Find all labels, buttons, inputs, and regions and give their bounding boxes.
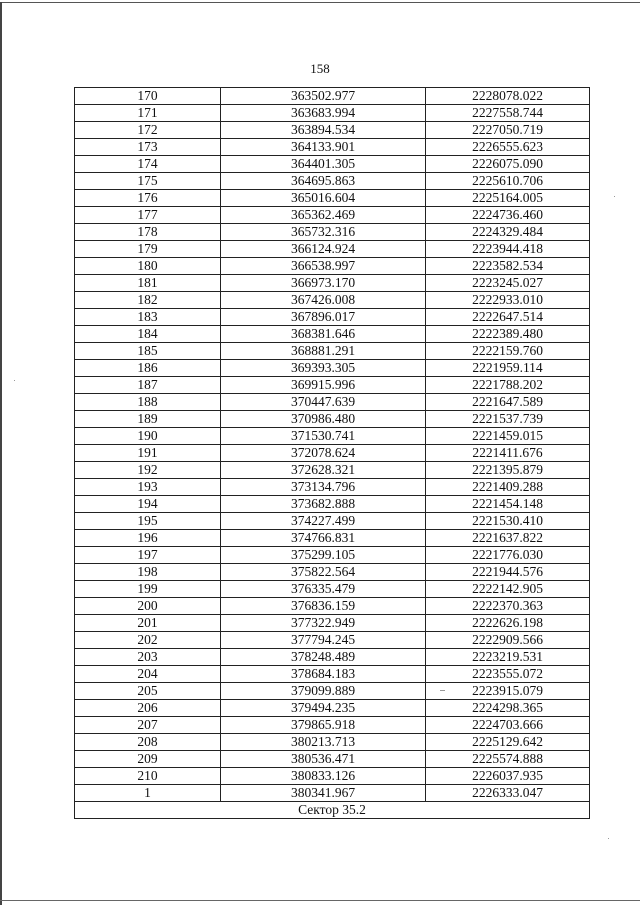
table-row bbox=[75, 360, 590, 377]
point-number: 172 bbox=[75, 122, 221, 139]
coordinate-y: 2227558.744 bbox=[426, 105, 590, 122]
coordinate-y: 2221411.676 bbox=[426, 445, 590, 462]
coordinate-y: 2223915.079 bbox=[426, 683, 590, 700]
coordinate-y: 2221530.410 bbox=[426, 513, 590, 530]
coordinate-y: 2224298.365 bbox=[426, 700, 590, 717]
coordinate-y: 2221944.576 bbox=[426, 564, 590, 581]
coordinate-y: 2223944.418 bbox=[426, 241, 590, 258]
table-row bbox=[75, 309, 590, 326]
table-row bbox=[75, 105, 590, 122]
coordinate-x: 380833.126 bbox=[221, 768, 426, 785]
coordinate-x: 364133.901 bbox=[221, 139, 426, 156]
coordinate-y: 2222909.566 bbox=[426, 632, 590, 649]
coordinate-x: 370986.480 bbox=[221, 411, 426, 428]
table-row bbox=[75, 173, 590, 190]
scan-speck bbox=[608, 838, 609, 839]
coordinate-y: 2225164.005 bbox=[426, 190, 590, 207]
coordinates-table-body bbox=[75, 88, 590, 802]
coordinate-y: 2223555.072 bbox=[426, 666, 590, 683]
point-number: 208 bbox=[75, 734, 221, 751]
coordinate-x: 378684.183 bbox=[221, 666, 426, 683]
table-row bbox=[75, 479, 590, 496]
point-number: 210 bbox=[75, 768, 221, 785]
coordinate-x: 379865.918 bbox=[221, 717, 426, 734]
table-row bbox=[75, 207, 590, 224]
point-number: 203 bbox=[75, 649, 221, 666]
coordinate-x: 365016.604 bbox=[221, 190, 426, 207]
point-number: 194 bbox=[75, 496, 221, 513]
point-number: 196 bbox=[75, 530, 221, 547]
coordinate-x: 373134.796 bbox=[221, 479, 426, 496]
table-row bbox=[75, 428, 590, 445]
point-number: 192 bbox=[75, 462, 221, 479]
coordinate-y: 2224329.484 bbox=[426, 224, 590, 241]
coordinate-x: 369915.996 bbox=[221, 377, 426, 394]
table-row bbox=[75, 411, 590, 428]
scan-speck bbox=[14, 380, 15, 381]
coordinate-y: 2224703.666 bbox=[426, 717, 590, 734]
point-number: 185 bbox=[75, 343, 221, 360]
coordinate-y: 2222370.363 bbox=[426, 598, 590, 615]
coordinates-table bbox=[74, 87, 590, 819]
point-number: 202 bbox=[75, 632, 221, 649]
coordinate-x: 367896.017 bbox=[221, 309, 426, 326]
point-number: 190 bbox=[75, 428, 221, 445]
point-number: 178 bbox=[75, 224, 221, 241]
scan-speck bbox=[614, 196, 615, 197]
coordinate-x: 372078.624 bbox=[221, 445, 426, 462]
coordinate-y: 2226555.623 bbox=[426, 139, 590, 156]
table-row bbox=[75, 139, 590, 156]
table-row bbox=[75, 275, 590, 292]
coordinate-y: 2221395.879 bbox=[426, 462, 590, 479]
table-row bbox=[75, 530, 590, 547]
point-number: 188 bbox=[75, 394, 221, 411]
coordinate-y: 2221409.288 bbox=[426, 479, 590, 496]
point-number: 206 bbox=[75, 700, 221, 717]
coordinate-y: 2224736.460 bbox=[426, 207, 590, 224]
coordinate-x: 380341.967 bbox=[221, 785, 426, 802]
coordinate-x: 378248.489 bbox=[221, 649, 426, 666]
table-row bbox=[75, 241, 590, 258]
table-row bbox=[75, 734, 590, 751]
coordinate-x: 368881.291 bbox=[221, 343, 426, 360]
point-number: 200 bbox=[75, 598, 221, 615]
coordinate-y: 2223245.027 bbox=[426, 275, 590, 292]
coordinate-x: 376836.159 bbox=[221, 598, 426, 615]
table-row bbox=[75, 598, 590, 615]
coordinate-y: 2221647.589 bbox=[426, 394, 590, 411]
point-number: 193 bbox=[75, 479, 221, 496]
table-row bbox=[75, 258, 590, 275]
table-row bbox=[75, 581, 590, 598]
page-top-border bbox=[0, 2, 640, 3]
point-number: 205 bbox=[75, 683, 221, 700]
coordinate-y: 2221637.822 bbox=[426, 530, 590, 547]
table-row bbox=[75, 377, 590, 394]
coordinate-x: 363502.977 bbox=[221, 88, 426, 105]
coordinate-x: 365732.316 bbox=[221, 224, 426, 241]
table-row bbox=[75, 394, 590, 411]
table-row bbox=[75, 513, 590, 530]
coordinate-x: 366124.924 bbox=[221, 241, 426, 258]
coordinate-y: 2223582.534 bbox=[426, 258, 590, 275]
coordinate-y: 2222647.514 bbox=[426, 309, 590, 326]
coordinate-x: 374766.831 bbox=[221, 530, 426, 547]
coordinate-y: 2228078.022 bbox=[426, 88, 590, 105]
coordinate-x: 367426.008 bbox=[221, 292, 426, 309]
coordinate-x: 366973.170 bbox=[221, 275, 426, 292]
point-number: 180 bbox=[75, 258, 221, 275]
table-row bbox=[75, 343, 590, 360]
point-number: 174 bbox=[75, 156, 221, 173]
coordinate-x: 370447.639 bbox=[221, 394, 426, 411]
coordinate-y: 2221454.148 bbox=[426, 496, 590, 513]
point-number: 207 bbox=[75, 717, 221, 734]
point-number: 197 bbox=[75, 547, 221, 564]
coordinate-y: 2221776.030 bbox=[426, 547, 590, 564]
point-number: 170 bbox=[75, 88, 221, 105]
sector-footer-row bbox=[75, 802, 590, 819]
point-number: 182 bbox=[75, 292, 221, 309]
table-row bbox=[75, 326, 590, 343]
table-row bbox=[75, 445, 590, 462]
table-row bbox=[75, 547, 590, 564]
coordinate-x: 364401.305 bbox=[221, 156, 426, 173]
table-row bbox=[75, 632, 590, 649]
coordinate-y: 2222159.760 bbox=[426, 343, 590, 360]
table-row bbox=[75, 717, 590, 734]
coordinate-x: 380536.471 bbox=[221, 751, 426, 768]
coordinate-y: 2226037.935 bbox=[426, 768, 590, 785]
table-row bbox=[75, 88, 590, 105]
point-number: 181 bbox=[75, 275, 221, 292]
coordinate-y: 2225129.642 bbox=[426, 734, 590, 751]
coordinate-x: 373682.888 bbox=[221, 496, 426, 513]
point-number: 186 bbox=[75, 360, 221, 377]
point-number: 176 bbox=[75, 190, 221, 207]
point-number: 177 bbox=[75, 207, 221, 224]
page-number: 158 bbox=[310, 61, 330, 76]
table-row bbox=[75, 666, 590, 683]
point-number: 1 bbox=[75, 785, 221, 802]
table-row bbox=[75, 190, 590, 207]
coordinate-y: 2222142.905 bbox=[426, 581, 590, 598]
table-row bbox=[75, 649, 590, 666]
table-row bbox=[75, 292, 590, 309]
point-number: 204 bbox=[75, 666, 221, 683]
page-bottom-border bbox=[0, 900, 640, 901]
coordinate-y: 2226333.047 bbox=[426, 785, 590, 802]
point-number: 175 bbox=[75, 173, 221, 190]
coordinate-x: 375822.564 bbox=[221, 564, 426, 581]
coordinate-y: 2221537.739 bbox=[426, 411, 590, 428]
point-number: 201 bbox=[75, 615, 221, 632]
point-number: 183 bbox=[75, 309, 221, 326]
coordinate-y: 2222933.010 bbox=[426, 292, 590, 309]
coordinate-x: 374227.499 bbox=[221, 513, 426, 530]
point-number: 179 bbox=[75, 241, 221, 258]
coordinate-y: 2223219.531 bbox=[426, 649, 590, 666]
point-number: 199 bbox=[75, 581, 221, 598]
point-number: 191 bbox=[75, 445, 221, 462]
point-number: 173 bbox=[75, 139, 221, 156]
table-row bbox=[75, 751, 590, 768]
coordinate-x: 371530.741 bbox=[221, 428, 426, 445]
scan-speck bbox=[440, 690, 445, 691]
coordinate-y: 2222389.480 bbox=[426, 326, 590, 343]
table-row bbox=[75, 785, 590, 802]
table-row bbox=[75, 700, 590, 717]
point-number: 184 bbox=[75, 326, 221, 343]
table-row bbox=[75, 122, 590, 139]
table-row bbox=[75, 462, 590, 479]
coordinate-x: 376335.479 bbox=[221, 581, 426, 598]
point-number: 209 bbox=[75, 751, 221, 768]
coordinate-x: 377322.949 bbox=[221, 615, 426, 632]
point-number: 195 bbox=[75, 513, 221, 530]
coordinate-x: 363683.994 bbox=[221, 105, 426, 122]
coordinate-y: 2226075.090 bbox=[426, 156, 590, 173]
point-number: 171 bbox=[75, 105, 221, 122]
coordinate-y: 2221959.114 bbox=[426, 360, 590, 377]
coordinate-y: 2227050.719 bbox=[426, 122, 590, 139]
coordinate-y: 2222626.198 bbox=[426, 615, 590, 632]
page-left-border bbox=[0, 2, 2, 905]
point-number: 198 bbox=[75, 564, 221, 581]
point-number: 187 bbox=[75, 377, 221, 394]
coordinate-x: 377794.245 bbox=[221, 632, 426, 649]
coordinate-x: 380213.713 bbox=[221, 734, 426, 751]
coordinate-x: 379099.889 bbox=[221, 683, 426, 700]
coordinate-x: 369393.305 bbox=[221, 360, 426, 377]
coordinate-y: 2221459.015 bbox=[426, 428, 590, 445]
coordinate-x: 375299.105 bbox=[221, 547, 426, 564]
coordinate-x: 372628.321 bbox=[221, 462, 426, 479]
sector-label: Сектор 35.2 bbox=[75, 802, 590, 819]
table-row bbox=[75, 564, 590, 581]
coordinate-y: 2221788.202 bbox=[426, 377, 590, 394]
coordinate-x: 363894.534 bbox=[221, 122, 426, 139]
coordinate-x: 365362.469 bbox=[221, 207, 426, 224]
table-row bbox=[75, 156, 590, 173]
coordinate-x: 366538.997 bbox=[221, 258, 426, 275]
table-row bbox=[75, 224, 590, 241]
point-number: 189 bbox=[75, 411, 221, 428]
coordinate-x: 379494.235 bbox=[221, 700, 426, 717]
coordinate-y: 2225574.888 bbox=[426, 751, 590, 768]
table-row bbox=[75, 683, 590, 700]
coordinate-x: 368381.646 bbox=[221, 326, 426, 343]
table-row bbox=[75, 768, 590, 785]
coordinate-x: 364695.863 bbox=[221, 173, 426, 190]
coordinate-y: 2225610.706 bbox=[426, 173, 590, 190]
table-row bbox=[75, 615, 590, 632]
table-row bbox=[75, 496, 590, 513]
